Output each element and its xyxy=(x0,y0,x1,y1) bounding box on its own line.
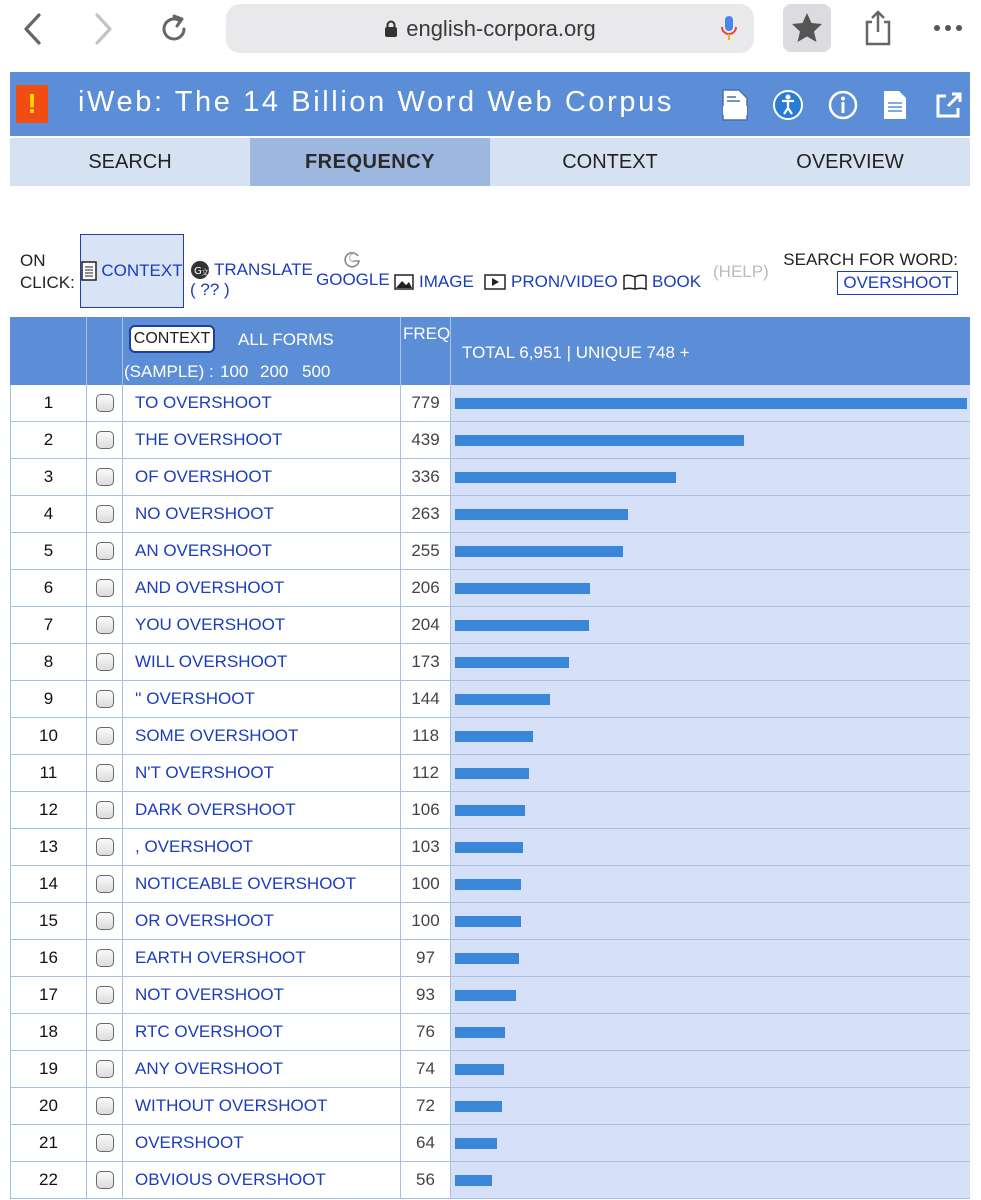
row-select-cell xyxy=(86,866,122,902)
option-image-label: IMAGE xyxy=(419,272,474,291)
row-select-cell xyxy=(86,1125,122,1161)
row-bar-cell xyxy=(450,755,970,791)
row-word-link[interactable]: THE OVERSHOOT xyxy=(122,422,400,458)
search-word-value[interactable]: OVERSHOOT xyxy=(837,271,958,295)
option-book[interactable] xyxy=(623,272,701,292)
sample-200-link[interactable]: 200 xyxy=(260,362,289,381)
share-icon xyxy=(863,9,893,47)
table-row xyxy=(10,533,970,570)
row-select-cell xyxy=(86,1014,122,1050)
row-checkbox[interactable] xyxy=(96,838,114,856)
table-row xyxy=(10,792,970,829)
row-frequency: 255 xyxy=(400,533,450,569)
table-row xyxy=(10,496,970,533)
row-select-cell xyxy=(86,533,122,569)
row-rank: 5 xyxy=(10,533,86,569)
row-select-cell xyxy=(86,977,122,1013)
translate-icon xyxy=(190,260,210,280)
share-button[interactable] xyxy=(860,8,896,48)
row-frequency: 206 xyxy=(400,570,450,606)
video-play-icon xyxy=(484,274,506,290)
row-select-cell xyxy=(86,903,122,939)
row-bar-cell xyxy=(450,607,970,643)
row-checkbox[interactable] xyxy=(96,875,114,893)
row-word-link[interactable]: AN OVERSHOOT xyxy=(122,533,400,569)
row-select-cell xyxy=(86,1162,122,1198)
frequency-bar xyxy=(455,509,628,520)
external-link-icon[interactable] xyxy=(932,88,966,122)
site-header xyxy=(10,72,970,136)
row-rank: 11 xyxy=(10,755,86,791)
image-icon xyxy=(394,274,414,290)
row-word-link[interactable]: ANY OVERSHOOT xyxy=(122,1051,400,1087)
sample-500-link[interactable]: 500 xyxy=(302,362,331,381)
tab-context[interactable]: CONTEXT xyxy=(562,150,658,173)
frequency-bar xyxy=(455,1027,505,1038)
row-bar-cell xyxy=(450,1162,970,1198)
row-word-link[interactable]: NOTICEABLE OVERSHOOT xyxy=(122,866,400,902)
row-checkbox[interactable] xyxy=(96,1171,114,1189)
row-checkbox[interactable] xyxy=(96,505,114,523)
frequency-bar xyxy=(455,842,523,853)
svg-text:G: G xyxy=(194,266,202,277)
address-bar[interactable] xyxy=(226,4,754,53)
row-rank: 20 xyxy=(10,1088,86,1124)
row-bar-cell xyxy=(450,718,970,754)
row-rank: 18 xyxy=(10,1014,86,1050)
row-checkbox[interactable] xyxy=(96,912,114,930)
row-bar-cell xyxy=(450,1051,970,1087)
tab-overview[interactable]: OVERVIEW xyxy=(796,150,904,173)
row-frequency: 439 xyxy=(400,422,450,458)
row-frequency: 93 xyxy=(400,977,450,1013)
table-row xyxy=(10,385,970,422)
sample-label: (SAMPLE) : xyxy=(124,362,214,381)
table-row xyxy=(10,829,970,866)
header-divider xyxy=(122,317,123,385)
option-translate[interactable] xyxy=(190,260,313,300)
row-word-link[interactable]: , OVERSHOOT xyxy=(122,829,400,865)
row-checkbox[interactable] xyxy=(96,1134,114,1152)
row-checkbox[interactable] xyxy=(96,653,114,671)
option-image[interactable] xyxy=(394,272,474,292)
alert-icon[interactable]: ! xyxy=(16,85,48,123)
table-row xyxy=(10,607,970,644)
row-bar-cell xyxy=(450,681,970,717)
row-checkbox[interactable] xyxy=(96,986,114,1004)
star-icon xyxy=(790,11,824,45)
table-row xyxy=(10,422,970,459)
row-frequency: 204 xyxy=(400,607,450,643)
dot-icon xyxy=(934,25,940,31)
table-row xyxy=(10,718,970,755)
table-row xyxy=(10,1088,970,1125)
table-body xyxy=(10,385,970,1199)
row-checkbox[interactable] xyxy=(96,801,114,819)
dot-icon xyxy=(945,25,951,31)
microphone-icon[interactable] xyxy=(720,15,738,49)
option-pron-video[interactable] xyxy=(484,272,618,292)
row-rank: 14 xyxy=(10,866,86,902)
option-context[interactable] xyxy=(80,234,184,308)
row-rank: 7 xyxy=(10,607,86,643)
tab-search[interactable]: SEARCH xyxy=(88,150,172,173)
row-select-cell xyxy=(86,607,122,643)
row-word-link[interactable]: OVERSHOOT xyxy=(122,1125,400,1161)
row-bar-cell xyxy=(450,1088,970,1124)
row-word-link[interactable]: YOU OVERSHOOT xyxy=(122,607,400,643)
row-checkbox[interactable] xyxy=(96,1023,114,1041)
reload-button[interactable] xyxy=(156,12,192,46)
row-bar-cell xyxy=(450,977,970,1013)
row-word-link[interactable]: TO OVERSHOOT xyxy=(122,385,400,421)
document-icon[interactable] xyxy=(878,88,912,122)
row-checkbox[interactable] xyxy=(96,579,114,597)
forward-button[interactable] xyxy=(88,12,118,46)
on-click-label: ON CLICK: xyxy=(20,251,75,292)
frequency-bar xyxy=(455,990,516,1001)
row-frequency: 103 xyxy=(400,829,450,865)
row-word-link[interactable]: WITHOUT OVERSHOOT xyxy=(122,1088,400,1124)
table-row xyxy=(10,940,970,977)
table-row xyxy=(10,755,970,792)
row-frequency: 336 xyxy=(400,459,450,495)
option-google-label: GOOGLE xyxy=(316,270,390,289)
row-frequency: 64 xyxy=(400,1125,450,1161)
table-row xyxy=(10,644,970,681)
more-menu-button[interactable] xyxy=(928,16,968,40)
google-icon xyxy=(342,250,364,268)
row-frequency: 76 xyxy=(400,1014,450,1050)
frequency-bar xyxy=(455,1175,492,1186)
browser-toolbar xyxy=(0,0,981,62)
row-select-cell xyxy=(86,570,122,606)
row-frequency: 100 xyxy=(400,903,450,939)
row-rank: 12 xyxy=(10,792,86,828)
row-rank: 8 xyxy=(10,644,86,680)
row-word-link[interactable]: OR OVERSHOOT xyxy=(122,903,400,939)
row-rank: 3 xyxy=(10,459,86,495)
row-rank: 22 xyxy=(10,1162,86,1198)
row-frequency: 97 xyxy=(400,940,450,976)
row-select-cell xyxy=(86,496,122,532)
row-frequency: 173 xyxy=(400,644,450,680)
option-translate-label: TRANSLATE xyxy=(214,260,313,279)
row-word-link[interactable]: NO OVERSHOOT xyxy=(122,496,400,532)
row-bar-cell xyxy=(450,533,970,569)
row-checkbox[interactable] xyxy=(96,468,114,486)
document-icon xyxy=(81,261,97,281)
chevron-right-icon xyxy=(92,12,114,46)
row-bar-cell xyxy=(450,422,970,458)
row-bar-cell xyxy=(450,570,970,606)
row-select-cell xyxy=(86,718,122,754)
frequency-bar xyxy=(455,694,550,705)
row-checkbox[interactable] xyxy=(96,394,114,412)
row-rank: 19 xyxy=(10,1051,86,1087)
row-bar-cell xyxy=(450,644,970,680)
row-word-link[interactable]: DARK OVERSHOOT xyxy=(122,792,400,828)
row-frequency: 100 xyxy=(400,866,450,902)
frequency-bar xyxy=(455,398,967,409)
row-word-link[interactable]: NOT OVERSHOOT xyxy=(122,977,400,1013)
frequency-bar xyxy=(455,805,525,816)
frequency-bar xyxy=(455,1064,504,1075)
table-row xyxy=(10,1014,970,1051)
option-google[interactable] xyxy=(316,250,390,290)
sample-100-link[interactable]: 100 xyxy=(220,362,249,381)
site-title: iWeb: The 14 Billion Word Web Corpus xyxy=(78,86,674,118)
frequency-bar xyxy=(455,435,744,446)
svg-text:文: 文 xyxy=(201,268,209,277)
row-bar-cell xyxy=(450,1014,970,1050)
row-word-link[interactable]: EARTH OVERSHOOT xyxy=(122,940,400,976)
row-frequency: 112 xyxy=(400,755,450,791)
table-row xyxy=(10,866,970,903)
row-bar-cell xyxy=(450,496,970,532)
frequency-bar xyxy=(455,657,569,668)
row-rank: 6 xyxy=(10,570,86,606)
frequency-bar xyxy=(455,953,519,964)
context-button[interactable]: CONTEXT xyxy=(129,325,215,353)
frequency-bar xyxy=(455,916,521,927)
bookmark-button[interactable] xyxy=(783,4,831,52)
book-icon xyxy=(623,274,647,290)
translate-language[interactable]: ( ?? ) xyxy=(190,280,230,299)
dot-icon xyxy=(956,25,962,31)
reload-icon xyxy=(157,12,191,46)
row-frequency: 56 xyxy=(400,1162,450,1198)
row-select-cell xyxy=(86,1088,122,1124)
table-row xyxy=(10,1051,970,1088)
row-word-link[interactable]: N'T OVERSHOOT xyxy=(122,755,400,791)
row-checkbox[interactable] xyxy=(96,616,114,634)
tab-frequency[interactable]: FREQUENCY xyxy=(250,138,490,186)
frequency-bar xyxy=(455,620,589,631)
frequency-bar xyxy=(455,731,533,742)
row-frequency: 779 xyxy=(400,385,450,421)
row-checkbox[interactable] xyxy=(96,431,114,449)
row-frequency: 106 xyxy=(400,792,450,828)
row-rank: 1 xyxy=(10,385,86,421)
option-book-label: BOOK xyxy=(652,272,702,291)
row-rank: 16 xyxy=(10,940,86,976)
header-divider xyxy=(400,317,401,385)
accessibility-icon[interactable] xyxy=(771,88,805,122)
search-for-word-label: SEARCH FOR WORD: xyxy=(783,250,958,269)
row-bar-cell xyxy=(450,459,970,495)
frequency-bar xyxy=(455,583,590,594)
row-word-link[interactable]: '' OVERSHOOT xyxy=(122,681,400,717)
row-checkbox[interactable] xyxy=(96,1060,114,1078)
row-word-link[interactable]: OF OVERSHOOT xyxy=(122,459,400,495)
info-icon[interactable] xyxy=(826,88,860,122)
row-checkbox[interactable] xyxy=(96,764,114,782)
row-rank: 17 xyxy=(10,977,86,1013)
lock-icon xyxy=(384,20,398,38)
table-row xyxy=(10,459,970,496)
row-bar-cell xyxy=(450,385,970,421)
frequency-bar xyxy=(455,768,529,779)
header-divider xyxy=(86,317,87,385)
frequency-bar xyxy=(455,879,521,890)
frequency-bar xyxy=(455,546,623,557)
row-word-link[interactable]: AND OVERSHOOT xyxy=(122,570,400,606)
all-forms-link[interactable]: ALL FORMS xyxy=(238,330,334,349)
row-bar-cell xyxy=(450,866,970,902)
row-select-cell xyxy=(86,755,122,791)
row-rank: 2 xyxy=(10,422,86,458)
back-button[interactable] xyxy=(18,12,48,46)
row-rank: 4 xyxy=(10,496,86,532)
row-select-cell xyxy=(86,829,122,865)
row-rank: 13 xyxy=(10,829,86,865)
row-bar-cell xyxy=(450,903,970,939)
row-rank: 15 xyxy=(10,903,86,939)
row-frequency: 118 xyxy=(400,718,450,754)
chevron-left-icon xyxy=(22,12,44,46)
row-rank: 21 xyxy=(10,1125,86,1161)
option-context-label: CONTEXT xyxy=(101,261,183,280)
table-row xyxy=(10,1125,970,1162)
row-checkbox[interactable] xyxy=(96,542,114,560)
option-pron-video-label: PRON/VIDEO xyxy=(511,272,618,291)
row-select-cell xyxy=(86,681,122,717)
frequency-bar xyxy=(455,1101,502,1112)
help-link[interactable]: (HELP) xyxy=(713,262,769,281)
row-select-cell xyxy=(86,940,122,976)
row-bar-cell xyxy=(450,792,970,828)
row-frequency: 144 xyxy=(400,681,450,717)
row-word-link[interactable]: RTC OVERSHOOT xyxy=(122,1014,400,1050)
frequency-bar xyxy=(455,472,676,483)
row-rank: 9 xyxy=(10,681,86,717)
row-select-cell xyxy=(86,422,122,458)
row-checkbox[interactable] xyxy=(96,1097,114,1115)
row-bar-cell xyxy=(450,940,970,976)
row-bar-cell xyxy=(450,829,970,865)
row-checkbox[interactable] xyxy=(96,690,114,708)
table-header xyxy=(10,317,970,385)
row-bar-cell xyxy=(450,1125,970,1161)
main-tabs xyxy=(10,138,970,186)
pdf-icon[interactable] xyxy=(718,88,752,122)
freq-header[interactable]: FREQ xyxy=(403,324,451,343)
row-rank: 10 xyxy=(10,718,86,754)
row-select-cell xyxy=(86,459,122,495)
row-word-link[interactable]: OBVIOUS OVERSHOOT xyxy=(122,1162,400,1198)
row-checkbox[interactable] xyxy=(96,727,114,745)
row-select-cell xyxy=(86,1051,122,1087)
results-table xyxy=(10,317,970,1199)
row-select-cell xyxy=(86,792,122,828)
table-row xyxy=(10,903,970,940)
table-row xyxy=(10,681,970,718)
row-checkbox[interactable] xyxy=(96,949,114,967)
table-row xyxy=(10,570,970,607)
row-word-link[interactable]: WILL OVERSHOOT xyxy=(122,644,400,680)
row-select-cell xyxy=(86,644,122,680)
row-frequency: 72 xyxy=(400,1088,450,1124)
totals-summary: TOTAL 6,951 | UNIQUE 748 + xyxy=(462,343,690,362)
row-frequency: 74 xyxy=(400,1051,450,1087)
frequency-bar xyxy=(455,1138,497,1149)
row-word-link[interactable]: SOME OVERSHOOT xyxy=(122,718,400,754)
row-frequency: 263 xyxy=(400,496,450,532)
table-row xyxy=(10,1162,970,1199)
table-row xyxy=(10,977,970,1014)
url-text: english-corpora.org xyxy=(406,15,596,41)
on-click-options xyxy=(10,234,970,308)
row-select-cell xyxy=(86,385,122,421)
